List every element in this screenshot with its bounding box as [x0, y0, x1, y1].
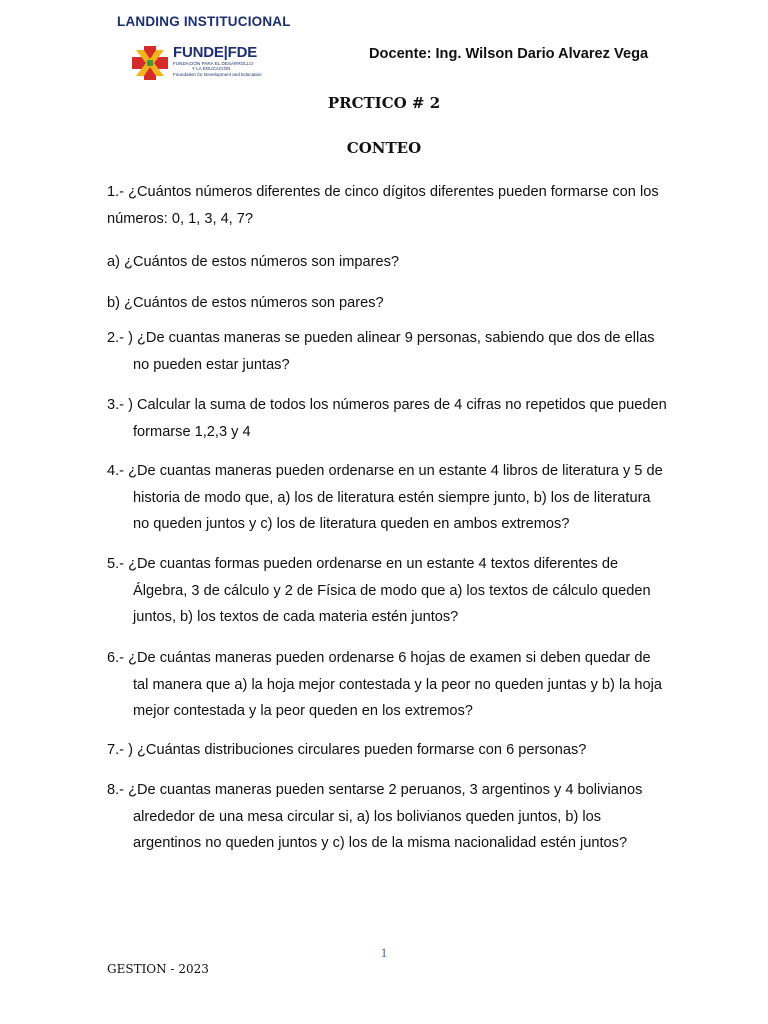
logo-name: FUNDE|FDE	[173, 44, 258, 61]
question-2: 2.- ) ¿De cuantas maneras se pueden alinear 9 personas, sabiendo que dos de ellas no pueden estar juntas?	[107, 330, 655, 373]
funde-logo-icon	[132, 46, 168, 80]
question-1: 1.- ¿Cuántos números diferentes de cinco dígitos diferentes pueden formarse con los números: 0, 1, 3, 4, 7?	[107, 184, 659, 227]
question-5: 5.- ¿De cuantas formas pueden ordenarse en un estante 4 textos diferentes de Álgebra, 3 de cálculo y 2 de Física de modo que a) los textos de cálculo queden juntos, b) los textos de cada materia estén juntos?	[107, 556, 651, 625]
footer-gestion: GESTION - 2023	[107, 962, 209, 976]
landing-institucional-label: LANDING INSTITUCIONAL	[117, 14, 291, 29]
question-6: 6.- ¿De cuántas maneras pueden ordenarse 6 hojas de examen si deben quedar de tal manera que a) la hoja mejor contestada y la peor no queden juntas y b) la hoja mejor contestada y la peor queden en los extremos?	[107, 650, 662, 719]
question-3: 3.- ) Calcular la suma de todos los números pares de 4 cifras no repetidos que pueden formarse 1,2,3 y 4	[107, 397, 667, 440]
logo-subtitle: Y LA EDUCACIÓN	[192, 66, 231, 71]
question-4: 4.- ¿De cuantas maneras pueden ordenarse en un estante 4 libros de literatura y 5 de historia de modo que, a) los de literatura estén siempre junto, b) los de literatura no queden juntos y c) los de literatura queden en ambos extremos?	[107, 463, 663, 532]
document-subtitle: CONTEO	[346, 139, 422, 157]
question-7: 7.- ) ¿Cuántas distribuciones circulares pueden formarse con 6 personas?	[107, 742, 587, 758]
funde-fde-logo	[132, 44, 282, 82]
question-1a: a) ¿Cuántos de estos números son impares?	[107, 254, 400, 270]
question-1b: b) ¿Cuántos de estos números son pares?	[107, 295, 384, 311]
question-8: 8.- ¿De cuantas maneras pueden sentarse 2 peruanos, 3 argentinos y 4 bolivianos alrededor de una mesa circular si, a) los bolivianos queden juntos, b) los argentinos no queden juntos y c) los de la misma nacionalidad estén juntos?	[107, 782, 643, 851]
logo-subtitle: FUNDACIÓN PARA EL DESARROLLO	[173, 61, 253, 66]
page-number: 1	[380, 945, 388, 960]
docente-label: Docente: Ing. Wilson Dario Alvarez Vega	[369, 46, 649, 62]
logo-subtitle: Foundation for Development and Education	[173, 72, 262, 77]
document-title: PRCTICO # 2	[327, 94, 441, 112]
